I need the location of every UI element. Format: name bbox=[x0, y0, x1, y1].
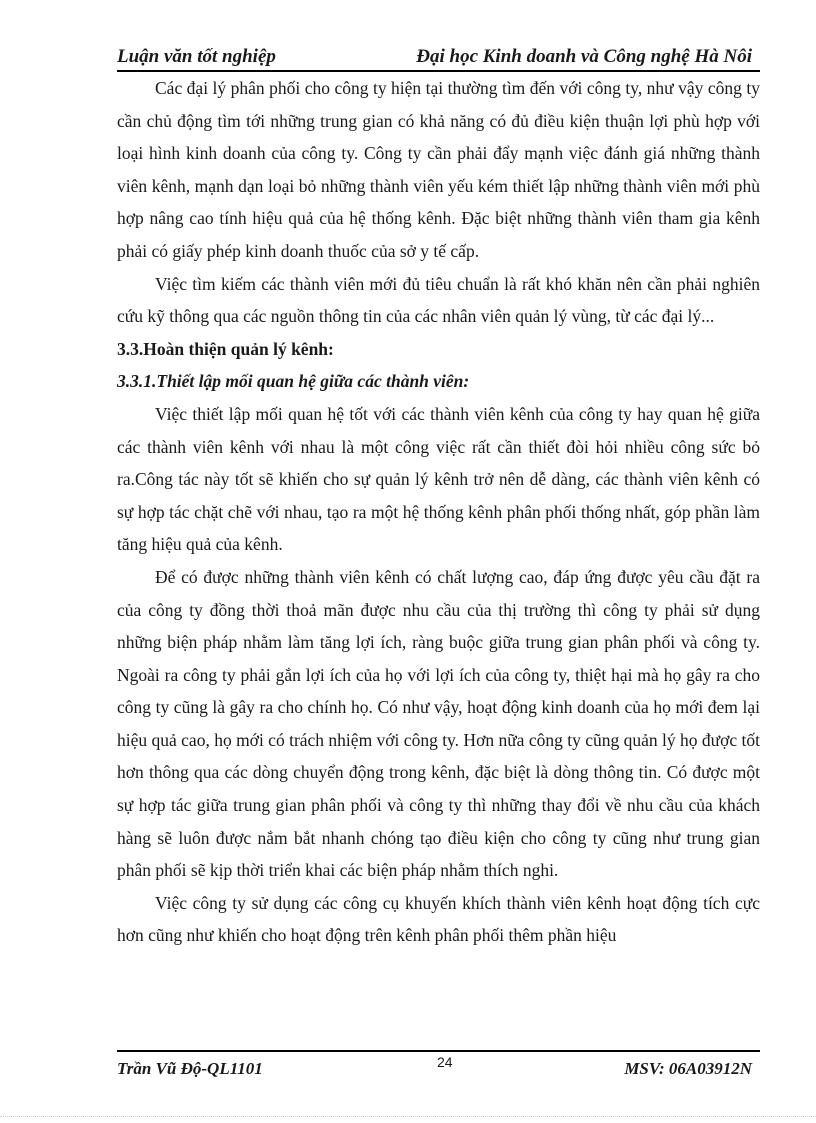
subsection-heading: 3.3.1.Thiết lập mối quan hệ giữa các thành viên: bbox=[117, 371, 470, 392]
paragraph: Để có được những thành viên kênh có chất lượng cao, đáp ứng được yêu cầu đặt ra của công ty đồng thời thoả mãn được nhu cầu của thị trường thì công ty phải sử dụng những biện pháp nhằm làm tăng lợi ích, ràng buộc giữa trung gian phân phối và công ty. Ngoài ra công ty phải gắn lợi ích của họ với lợi ích của công ty, thiệt hại mà họ gây ra cho công ty cũng là gây ra cho chính họ. Có như vậy, hoạt động kinh doanh của họ mới đem lại hiệu quả cao, họ mới có trách nhiệm với công ty. Hơn nữa công ty cũng quản lý họ được tốt hơn thông qua các dòng chuyển động trong kênh, đặc biệt là dòng thông tin. Có được một sự hợp tác giữa trung gian phân phối và công ty thì những thay đổi về nhu cầu của khách hàng sẽ luôn được nắm bắt nhanh chóng tạo điều kiện cho công ty cũng như trung gian phân phối sẽ kịp thời triển khai các biện pháp nhằm thích nghi. bbox=[117, 566, 760, 881]
page-header bbox=[117, 44, 760, 72]
header-university: Đại học Kinh doanh và Công nghệ Hà Nôi bbox=[416, 46, 752, 67]
header-thesis-label: Luận văn tốt nghiệp bbox=[117, 46, 276, 67]
paragraph: Việc công ty sử dụng các công cụ khuyến khích thành viên kênh hoạt động tích cực hơn cũng như khiến cho hoạt động trên kênh phân phối thêm phần hiệu bbox=[117, 892, 760, 946]
footer-author: Trần Vũ Độ-QL1101 bbox=[117, 1059, 263, 1078]
paragraph: Việc thiết lập mối quan hệ tốt với các thành viên kênh của công ty hay quan hệ giữa các thành viên kênh với nhau là một công việc rất cần thiết đòi hỏi nhiều công sức bỏ ra.Công tác này tốt sẽ khiến cho sự quản lý kênh trở nên dễ dàng, các thành viên kênh có sự hợp tác chặt chẽ với nhau, tạo ra một hệ thống kênh phân phối thống nhất, góp phần làm tăng hiệu quả của kênh. bbox=[117, 403, 760, 555]
page-footer bbox=[117, 1050, 760, 1086]
document-body bbox=[117, 72, 760, 952]
page-edge-divider bbox=[0, 1116, 816, 1117]
page-number: 24 bbox=[437, 1054, 453, 1070]
paragraph: Việc tìm kiếm các thành viên mới đủ tiêu chuẩn là rất khó khăn nên cần phải nghiên cứu kỹ thông qua các nguồn thông tin của các nhân viên quản lý vùng, từ các đại lý... bbox=[117, 273, 760, 327]
footer-student-id: MSV: 06A03912N bbox=[624, 1059, 752, 1078]
paragraph: Các đại lý phân phối cho công ty hiện tại thường tìm đến với công ty, như vậy công ty cần chủ động tìm tới những trung gian có khả năng có đủ điều kiện thuận lợi phù hợp với loại hình kinh doanh của công ty. Công ty cần phải đẩy mạnh việc đánh giá những thành viên kênh, mạnh dạn loại bỏ những thành viên yếu kém thiết lập những thành viên mới phù hợp nâng cao tính hiệu quả của hệ thống kênh. Đặc biệt những thành viên tham gia kênh phải có giấy phép kinh doanh thuốc của sở y tế cấp. bbox=[117, 78, 760, 261]
section-heading: 3.3.Hoàn thiện quản lý kênh: bbox=[117, 338, 334, 359]
